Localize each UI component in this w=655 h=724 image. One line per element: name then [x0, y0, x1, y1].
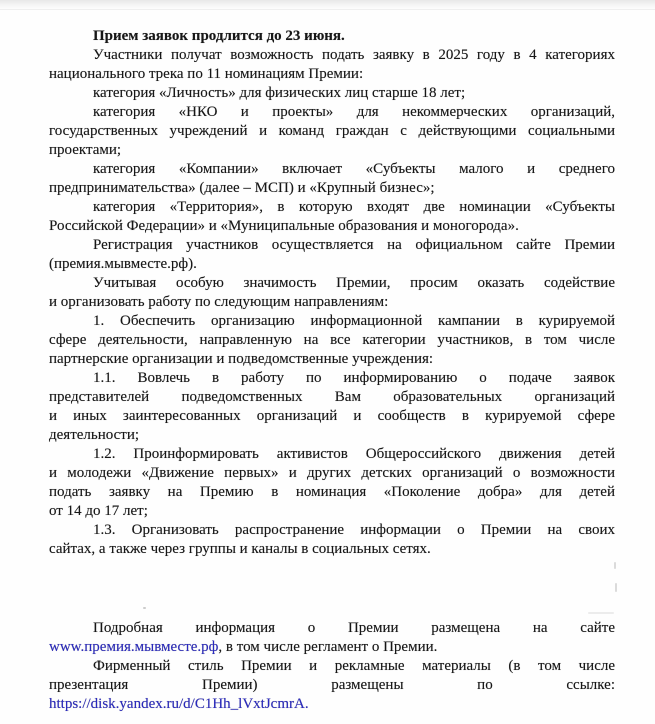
text-line	[49, 179, 615, 198]
paragraph-item-1-2	[49, 445, 615, 521]
text-line	[49, 388, 615, 407]
paragraph-deadline-heading	[49, 27, 615, 46]
text-segment: представителей подведомственных Вам образовательных организаций	[49, 389, 615, 405]
text-line	[49, 65, 615, 84]
text-segment: категория «Территория», в которую входят две номинации «Субъекты	[93, 199, 615, 215]
text-segment: презентация Премии) размещены по ссылке:	[49, 677, 615, 693]
text-line	[49, 502, 615, 521]
text-line	[49, 198, 615, 217]
text-line	[49, 676, 615, 695]
text-line	[49, 331, 615, 350]
scan-speck	[615, 583, 617, 592]
text-segment: категория «НКО и проекты» для некоммерческих организаций,	[93, 104, 615, 120]
paragraph-category-territory	[49, 198, 615, 236]
paragraph-registration	[49, 236, 615, 274]
scan-speck	[588, 612, 614, 614]
text-segment: Подробная информация о Премии размещена на сайте	[93, 620, 615, 636]
text-segment: и молодежи «Движение первых» и других детских организаций о возможности	[49, 465, 615, 481]
text-line	[49, 312, 615, 331]
text-line	[49, 46, 615, 65]
text-segment: партнерские организации и подведомственные учреждения:	[49, 351, 434, 367]
text-line	[49, 160, 615, 179]
text-segment: государственных учреждений и команд граждан с действующими социальными	[49, 123, 615, 139]
text-segment: 1.2. Проинформировать активистов Общероссийского движения детей	[93, 446, 615, 462]
paragraph-item-1-1	[49, 369, 615, 445]
text-segment: подать заявку на Премию в номинация «Поколение добра» для детей	[49, 484, 615, 500]
text-line	[49, 695, 615, 714]
text-segment: , в том числе регламент о Премии.	[218, 639, 438, 655]
text-segment: Регистрация участников осуществляется на официальном сайте Премии	[93, 237, 615, 253]
paragraph-category-nko	[49, 103, 615, 160]
text-line	[49, 445, 615, 464]
paragraph-category-person	[49, 84, 615, 103]
document-text	[49, 27, 615, 714]
text-segment: от 14 до 17 лет;	[49, 503, 148, 519]
text-line	[49, 27, 615, 46]
scan-edge-artifact	[0, 0, 655, 10]
text-segment: 1.3. Организовать распространение информации о Премии на своих	[93, 522, 615, 538]
paragraph-item-1	[49, 312, 615, 369]
text-segment: категория «Компании» включает «Субъекты малого и среднего	[93, 161, 615, 177]
text-segment: 1. Обеспечить организацию информационной кампании в курируемой	[93, 313, 615, 329]
text-segment: Учитывая особую значимость Премии, просим оказать содействие	[93, 275, 615, 291]
text-line	[49, 369, 615, 388]
paragraph-request-intro	[49, 274, 615, 312]
text-segment: Участники получат возможность подать заявку в 2025 году в 4 категориях	[93, 47, 615, 63]
yandex-disk-link[interactable]: https://disk.yandex.ru/d/C1Hh_lVxtJcmrA.	[49, 696, 309, 712]
text-segment: и организовать работу по следующим направлениям:	[49, 294, 389, 310]
text-line	[49, 540, 615, 559]
text-segment: Фирменный стиль Премии и рекламные материалы (в том числе	[93, 658, 615, 674]
text-segment: деятельности;	[49, 427, 140, 443]
paragraph-application-categories-intro	[49, 46, 615, 84]
text-segment: национального трека по 11 номинациям Премии:	[49, 66, 364, 82]
text-line	[49, 103, 615, 122]
scan-speck	[614, 562, 616, 569]
text-line	[49, 638, 615, 657]
text-line	[49, 407, 615, 426]
paragraph-category-companies	[49, 160, 615, 198]
premia-site-link[interactable]: www.премия.мывместе.рф	[49, 639, 219, 655]
text-line	[49, 274, 615, 293]
text-segment: категория «Личность» для физических лиц старше 18 лет;	[93, 85, 466, 101]
paragraph-brand-materials	[49, 657, 615, 714]
text-segment: проектами;	[49, 142, 122, 158]
text-line	[49, 141, 615, 160]
text-line	[49, 255, 615, 274]
text-line	[49, 236, 615, 255]
text-line	[49, 464, 615, 483]
text-line	[49, 426, 615, 445]
text-segment: предпринимательства» (далее – МСП) и «Крупный бизнес»;	[49, 180, 435, 196]
text-segment: Прием заявок продлится до 23 июня.	[93, 28, 345, 44]
text-line	[49, 293, 615, 312]
paragraph-info-website	[49, 619, 615, 657]
text-line	[49, 217, 615, 236]
text-segment: (премия.мывместе.рф).	[49, 256, 197, 272]
text-segment: Российской Федерации» и «Муниципальные образования и моногорода».	[49, 218, 519, 234]
text-line	[49, 483, 615, 502]
text-segment: 1.1. Вовлечь в работу по информированию о подаче заявок	[93, 370, 615, 386]
text-segment: сайтах, а также через группы и каналы в социальных сетях.	[49, 541, 431, 557]
text-segment: сфере деятельности, направленную на все категории участников, в том числе	[49, 332, 615, 348]
text-line	[49, 619, 615, 638]
text-line	[49, 657, 615, 676]
text-line	[49, 521, 615, 540]
text-line	[49, 122, 615, 141]
scan-speck	[143, 607, 146, 609]
paragraph-item-1-3	[49, 521, 615, 559]
text-line	[49, 84, 615, 103]
text-line	[49, 350, 615, 369]
text-segment: и иных заинтересованных организаций и сообществ в курируемой сфере	[49, 408, 615, 424]
